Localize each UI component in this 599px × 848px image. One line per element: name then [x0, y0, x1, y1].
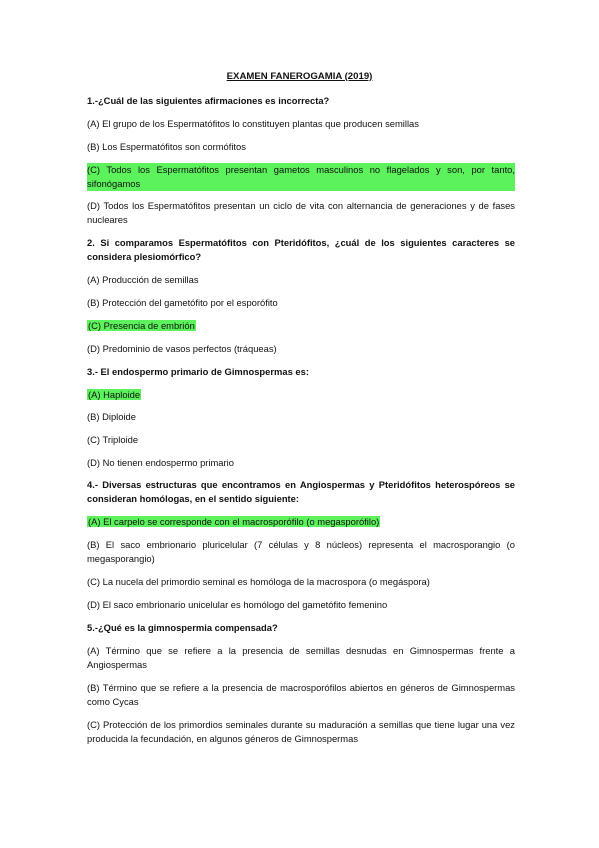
q1-option-d: (D) Todos los Espermatófitos presentan un ciclo de vita con alternancia de generaciones y de fases nucleares: [87, 200, 515, 225]
question-3: 3.- El endospermo primario de Gimnospermas es:: [87, 366, 309, 377]
q3-option-c: (C) Triploide: [87, 434, 139, 445]
q4-option-a: [87, 515, 515, 529]
q1-option-b: (B) Los Espermatófitos son cormófitos: [87, 141, 246, 152]
question-5: 5.-¿Qué es la gimnospermia compensada?: [87, 622, 278, 633]
q3-option-a: [87, 388, 515, 402]
question-4: 4.- Diversas estructuras que encontramos en Angiospermas y Pteridófitos heterospóreos se consideran homólogas, en el sentido siguiente:: [87, 479, 515, 504]
q2-option-d: (D) Predominio de vasos perfectos (tráqueas): [87, 343, 277, 354]
exam-title: EXAMEN FANEROGAMIA (2019): [226, 71, 373, 82]
q1-option-a: (A) El grupo de los Espermatófitos lo constituyen plantas que producen semillas: [87, 118, 419, 129]
q1-option-c-highlighted: (C) Todos los Espermatófitos presentan gametos masculinos no flagelados y son, por tanto, sifonógamos: [87, 164, 515, 189]
q4-option-a-highlighted: (A) El carpelo se corresponde con el macrosporófilo (o megasporófilo): [88, 516, 380, 527]
q4-option-b: (B) El saco embrionario pluricelular (7 células y 8 núcleos) representa el macrosporangio (o megasporangio): [87, 539, 515, 564]
q4-option-d: (D) El saco embrionario unicelular es homólogo del gametófito femenino: [87, 599, 388, 610]
q5-option-b: (B) Término que se refiere a la presencia de macrosporófilos abiertos en géneros de Gimnospermas como Cycas: [87, 682, 515, 707]
q3-option-d: (D) No tienen endospermo primario: [87, 457, 234, 468]
question-2: 2. Si comparamos Espermatófitos con Pteridófitos, ¿cuál de los siguientes caracteres se considera plesiomórfico?: [87, 237, 515, 262]
q3-option-a-highlighted: (A) Haploide: [88, 389, 141, 400]
question-1: 1.-¿Cuál de las siguientes afirmaciones es incorrecta?: [87, 95, 330, 106]
q5-option-a: (A) Término que se refiere a la presencia de semillas desnudas en Gimnospermas frente a Angiospermas: [87, 645, 515, 670]
q2-option-a: (A) Producción de semillas: [87, 274, 199, 285]
q3-option-b: (B) Diploide: [87, 411, 136, 422]
q2-option-c-highlighted: (C) Presencia de embrión: [88, 320, 195, 331]
q2-option-c: [87, 319, 515, 333]
q5-option-c: (C) Protección de los primordios seminales durante su maduración a semillas que tiene lugar una vez producida la fecundación, en algunos géneros de Gimnospermas: [87, 719, 515, 744]
q4-option-c: (C) La nucela del primordio seminal es homóloga de la macrospora (o megáspora): [87, 576, 430, 587]
q2-option-b: (B) Protección del gametófito por el esporófito: [87, 297, 278, 308]
